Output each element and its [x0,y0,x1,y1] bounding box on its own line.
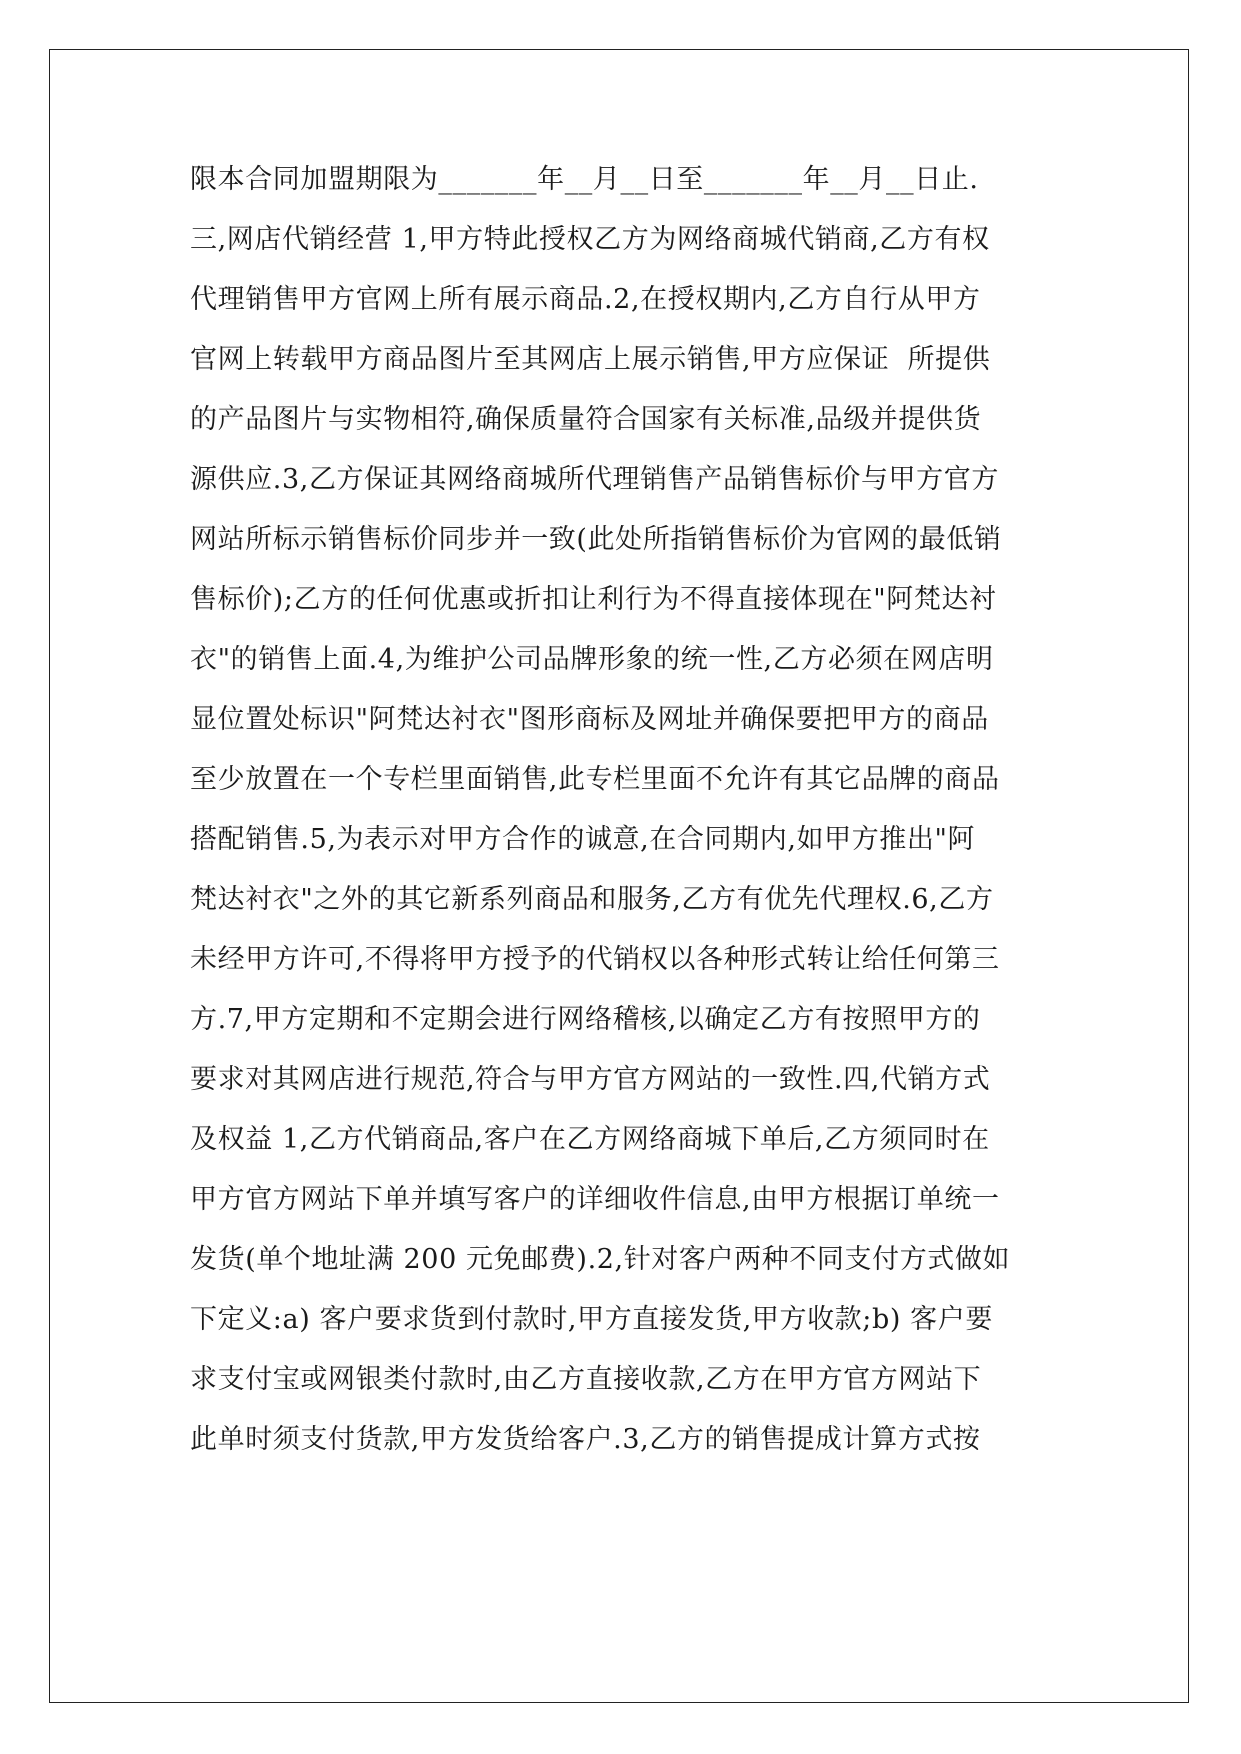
text-line: 未经甲方许可,不得将甲方授予的代销权以各种形式转让给任何第三 [190,944,1000,975]
text-line: 及权益 1,乙方代销商品,客户在乙方网络商城下单后,乙方须同时在 [190,1124,990,1155]
text-line: 的产品图片与实物相符,确保质量符合国家有关标准,品级并提供货 [190,404,982,435]
text-line: 限本合同加盟期限为_______年__月__日至_______年__月__日止. [190,164,979,195]
text-line: 代理销售甲方官网上所有展示商品.2,在授权期内,乙方自行从甲方 [190,284,981,315]
text-line: 发货(单个地址满 200 元免邮费).2,针对客户两种不同支付方式做如 [190,1244,1011,1275]
text-line: 售标价);乙方的任何优惠或折扣让利行为不得直接体现在"阿梵达衬 [190,584,997,615]
text-line: 三,网店代销经营 1,甲方特此授权乙方为网络商城代销商,乙方有权 [190,224,990,255]
text-line: 此单时须支付货款,甲方发货给客户.3,乙方的销售提成计算方式按 [190,1424,981,1455]
text-line: 网站所标示销售标价同步并一致(此处所指销售标价为官网的最低销 [190,524,1002,555]
text-line: 求支付宝或网银类付款时,由乙方直接收款,乙方在甲方官方网站下 [190,1364,982,1395]
text-line: 源供应.3,乙方保证其网络商城所代理销售产品销售标价与甲方官方 [190,464,999,495]
text-line: 要求对其网店进行规范,符合与甲方官方网站的一致性.四,代销方式 [190,1064,991,1095]
document-body [190,150,1070,1470]
text-line: 至少放置在一个专栏里面销售,此专栏里面不允许有其它品牌的商品 [190,764,1000,795]
text-line: 方.7,甲方定期和不定期会进行网络稽核,以确定乙方有按照甲方的 [190,1004,981,1035]
text-line: 官网上转载甲方商品图片至其网店上展示销售,甲方应保证 所提供 [190,344,991,375]
text-line: 搭配销售.5,为表示对甲方合作的诚意,在合同期内,如甲方推出"阿 [190,824,976,855]
text-line: 显位置处标识"阿梵达衬衣"图形商标及网址并确保要把甲方的商品 [190,704,989,735]
text-line: 梵达衬衣"之外的其它新系列商品和服务,乙方有优先代理权.6,乙方 [190,884,994,915]
text-line: 甲方官方网站下单并填写客户的详细收件信息,由甲方根据订单统一 [190,1184,1000,1215]
text-line: 衣"的销售上面.4,为维护公司品牌形象的统一性,乙方必须在网店明 [190,644,994,675]
text-line: 下定义:a) 客户要求货到付款时,甲方直接发货,甲方收款;b) 客户要 [190,1304,993,1335]
